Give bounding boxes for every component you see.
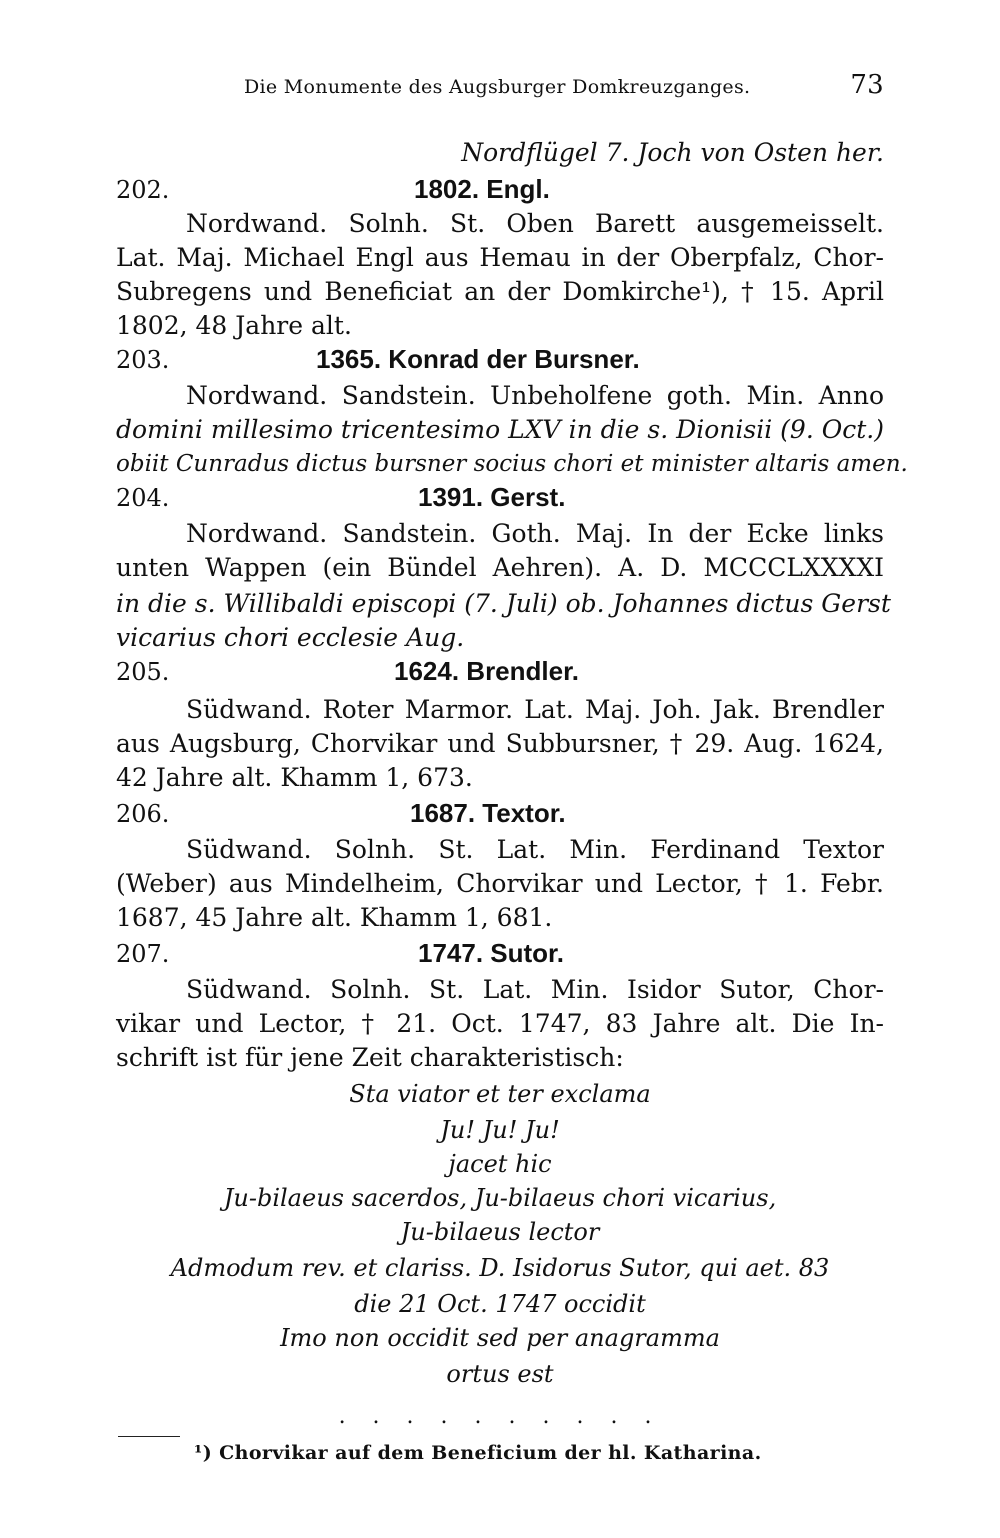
entry-line: Südwand. Roter Marmor. Lat. Maj. Joh. Jak. Brendler xyxy=(186,695,884,724)
entry-number: 205. xyxy=(116,658,170,686)
entry-line: (Weber) aus Mindelheim, Chorvikar und Lector, † 1. Febr. xyxy=(116,869,884,898)
entry-heading: 1624. Brendler. xyxy=(394,656,579,686)
entry-heading: 1391. Gerst. xyxy=(418,482,566,512)
entry-line: vicarius chori ecclesie Aug. xyxy=(116,623,465,652)
entry-line: unten Wappen (ein Bündel Aehren). A. D. MCCCLXXXXI xyxy=(116,553,884,582)
inscription-line: Ju-bilaeus sacerdos, Ju-bilaeus chori vicarius, xyxy=(223,1184,777,1212)
entry-line: 1687, 45 Jahre alt. Khamm 1, 681. xyxy=(116,903,553,932)
entry-line: obiit Cunradus dictus bursner socius chori et minister altaris amen. xyxy=(116,451,908,477)
entry-line: Nordwand. Solnh. St. Oben Barett ausgemeisselt. xyxy=(186,209,884,238)
entry-number: 204. xyxy=(116,484,170,512)
inscription-line: ortus est xyxy=(446,1360,554,1388)
entry-heading: 1747. Sutor. xyxy=(418,938,564,968)
entry-line: 1802, 48 Jahre alt. xyxy=(116,311,352,340)
entry-heading: 1802. Engl. xyxy=(414,174,550,204)
entry-line: schrift ist für jene Zeit charakteristisch: xyxy=(116,1043,624,1072)
page-number: 73 xyxy=(850,70,884,100)
inscription-line: Ju-bilaeus lector xyxy=(400,1218,600,1246)
entry-line: Lat. Maj. Michael Engl aus Hemau in der Oberpfalz, Chor- xyxy=(116,243,884,272)
entry-line: domini millesimo tricentesimo LXV in die s. Dionisii (9. Oct.) xyxy=(116,415,884,444)
entry-line: Südwand. Solnh. St. Lat. Min. Isidor Sutor, Chor- xyxy=(186,975,884,1004)
entry-line: Südwand. Solnh. St. Lat. Min. Ferdinand Textor xyxy=(186,835,884,864)
header-title: Die Monumente des Augsburger Domkreuzganges. xyxy=(244,76,751,98)
entry-number: 207. xyxy=(116,940,170,968)
entry-number: 202. xyxy=(116,176,170,204)
footnote-rule xyxy=(118,1436,180,1437)
inscription-line: Admodum rev. et clariss. D. Isidorus Sutor, qui aet. 83 xyxy=(170,1254,830,1282)
inscription-line: Imo non occidit sed per anagramma xyxy=(280,1324,720,1352)
entry-line: in die s. Willibaldi episcopi (7. Juli) ob. Johannes dictus Gerst xyxy=(116,589,891,618)
entry-line: 42 Jahre alt. Khamm 1, 673. xyxy=(116,763,473,792)
inscription-line: jacet hic xyxy=(448,1150,552,1178)
inscription-line: Ju! Ju! Ju! xyxy=(440,1116,560,1144)
inscription-line: die 21 Oct. 1747 occidit xyxy=(354,1290,646,1318)
footnote: ¹) Chorvikar auf dem Beneficium der hl. Katharina. xyxy=(194,1442,762,1464)
inscription-line: Sta viator et ter exclama xyxy=(349,1080,651,1108)
entry-heading: 1365. Konrad der Bursner. xyxy=(316,344,640,374)
entry-line: aus Augsburg, Chorvikar und Subbursner, † 29. Aug. 1624, xyxy=(116,729,884,758)
entry-line: Subregens und Beneficiat an der Domkirche¹), † 15. April xyxy=(116,277,884,306)
entry-line: Nordwand. Sandstein. Goth. Maj. In der Ecke links xyxy=(186,519,884,548)
ellipsis-dots: . . . . . . . . . . xyxy=(338,1404,662,1429)
entry-line: vikar und Lector, † 21. Oct. 1747, 83 Jahre alt. Die In- xyxy=(116,1009,884,1038)
entry-heading: 1687. Textor. xyxy=(410,798,566,828)
location-note: Nordflügel 7. Joch von Osten her. xyxy=(461,138,884,167)
entry-number: 206. xyxy=(116,800,170,828)
entry-number: 203. xyxy=(116,346,170,374)
entry-line: Nordwand. Sandstein. Unbeholfene goth. Min. Anno xyxy=(186,381,884,410)
